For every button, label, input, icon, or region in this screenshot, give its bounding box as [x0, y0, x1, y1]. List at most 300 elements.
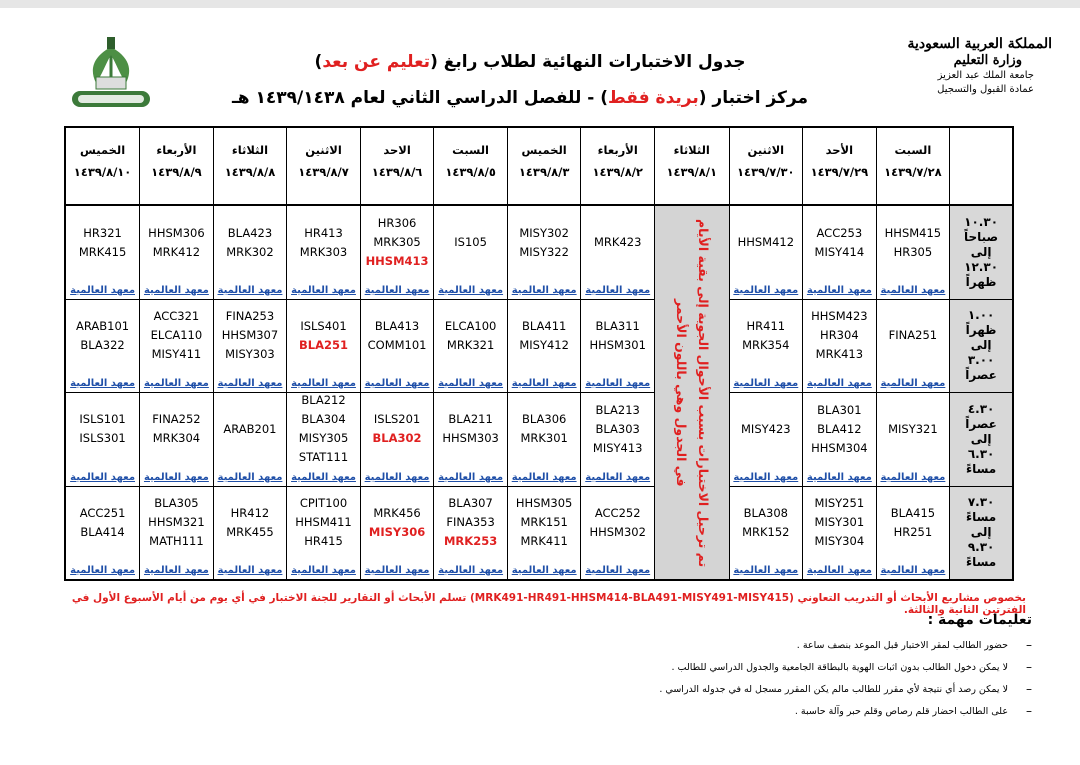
- course-code: HHSM411: [295, 515, 352, 530]
- course-code: BLA307: [448, 496, 493, 511]
- period-cell: [950, 299, 1013, 392]
- exam-cell: [434, 205, 508, 299]
- institute-link[interactable]: معهد العالمية: [70, 565, 136, 576]
- course-code: MRK415: [78, 244, 127, 259]
- header-row: [65, 127, 1013, 205]
- institute-link[interactable]: معهد العالمية: [880, 471, 946, 483]
- period-row: [65, 393, 1013, 486]
- exam-cell: [876, 393, 950, 486]
- exam-cell: [876, 486, 950, 580]
- exam-cell: [287, 486, 361, 580]
- course-code: ISLS101: [79, 412, 126, 427]
- course-code: ELCA110: [150, 328, 203, 343]
- exam-schedule-table: [64, 126, 1014, 581]
- course-code: HHSM302: [589, 524, 646, 539]
- course-list: [214, 206, 287, 278]
- course-list: [581, 300, 654, 372]
- course-code: ISLS401: [300, 318, 347, 333]
- course-code: HR413: [304, 225, 343, 240]
- period-row: [65, 205, 1013, 299]
- course-code: HHSM413: [365, 254, 429, 269]
- course-list: [581, 206, 654, 278]
- day-date: ١٤٣٩/٨/١٠: [73, 165, 132, 180]
- course-code: BLA302: [372, 431, 422, 446]
- title-highlight: تعليم عن بعد: [322, 52, 431, 72]
- course-list: [140, 300, 213, 372]
- course-code: IS105: [454, 235, 487, 250]
- institute-link[interactable]: معهد العالمية: [585, 565, 651, 576]
- day-name: الخميس: [521, 143, 567, 158]
- course-code: MRK303: [299, 244, 348, 259]
- institute-link[interactable]: معهد العالمية: [291, 284, 356, 296]
- course-code: HHSM415: [884, 225, 942, 240]
- postponed-note: تم ترحيل الاختبارات بسبب الأحوال الجوية إلى بقية الأيام في الجدول وهي باللون الأحمر: [673, 218, 711, 567]
- institute-link[interactable]: معهد العالمية: [585, 378, 651, 390]
- course-code: MRK455: [226, 524, 274, 539]
- course-code: MRK152: [742, 524, 790, 539]
- institute-link[interactable]: معهد العالمية: [364, 565, 430, 576]
- institute-link[interactable]: معهد العالمية: [880, 565, 946, 576]
- institute-link[interactable]: معهد العالمية: [511, 471, 577, 483]
- period-line: ٤.٣٠: [967, 401, 995, 416]
- course-code: MISY251: [814, 496, 865, 511]
- course-list: [214, 487, 287, 559]
- course-code: ISLS301: [79, 431, 126, 446]
- course-code: MRK305: [373, 235, 421, 250]
- exam-cell: [287, 205, 361, 299]
- day-date: ١٤٣٩/٨/٨: [224, 165, 276, 180]
- day-name: الاحد: [383, 143, 411, 158]
- course-code: HR411: [746, 318, 786, 333]
- institute-link[interactable]: معهد العالمية: [438, 378, 504, 390]
- course-list: [434, 206, 507, 278]
- course-list: [287, 206, 360, 278]
- instruction-item: – لا يمكن دخول الطالب بدون اثبات الهوية بالبطاقة الجامعية والجدول الدراسي للطالب .: [659, 662, 1008, 684]
- course-code: HHSM412: [737, 235, 795, 250]
- course-code: FINA252: [152, 412, 201, 427]
- course-code: BLA412: [817, 421, 862, 436]
- institute-link[interactable]: معهد العالمية: [70, 471, 136, 483]
- exam-cell: [729, 205, 803, 299]
- instructions-list: [659, 640, 1008, 728]
- institute-link[interactable]: معهد العالمية: [217, 471, 283, 483]
- course-code: MRK456: [373, 505, 421, 520]
- period-cell: [950, 393, 1013, 486]
- period-row: [65, 299, 1013, 392]
- period-line: عصراً: [965, 416, 997, 431]
- course-code: HR304: [820, 328, 859, 343]
- period-line: ٩.٣٠: [967, 540, 995, 555]
- period-line: صباحاً: [964, 230, 999, 245]
- course-code: BLA411: [521, 318, 567, 333]
- exam-cell: [213, 393, 287, 486]
- course-code: ELCA100: [444, 318, 497, 333]
- course-list: [803, 393, 876, 465]
- course-code: MRK354: [742, 337, 790, 352]
- exam-cell: [581, 486, 655, 580]
- exam-cell: [803, 393, 877, 486]
- course-code: ACC253: [816, 225, 863, 240]
- day-date: ١٤٣٩/٨/١: [666, 165, 717, 180]
- course-list: [361, 487, 434, 559]
- exam-cell: [876, 299, 950, 392]
- course-list: [803, 487, 876, 559]
- day-header: [434, 127, 508, 205]
- day-date: ١٤٣٩/٧/٢٨: [884, 165, 942, 180]
- institute-link[interactable]: معهد العالمية: [511, 378, 577, 390]
- course-code: HR306: [377, 216, 417, 231]
- institute-link[interactable]: معهد العالمية: [143, 284, 209, 296]
- course-list: [877, 206, 950, 278]
- exam-cell: [434, 486, 508, 580]
- course-code: HR305: [893, 244, 933, 259]
- course-code: BLA251: [299, 337, 348, 352]
- day-header: [876, 127, 950, 205]
- course-code: BLA311: [595, 318, 640, 333]
- exam-cell: [65, 393, 140, 486]
- course-code: MISY411: [151, 347, 202, 362]
- institute-link[interactable]: معهد العالمية: [143, 471, 209, 483]
- institute-link[interactable]: معهد العالمية: [70, 378, 136, 390]
- instruction-item: – على الطالب احضار قلم رصاص وقلم حبر وآلة حاسبة .: [659, 706, 1008, 728]
- course-code: HHSM423: [811, 309, 868, 324]
- period-line: ١٢.٣٠: [964, 260, 999, 275]
- subtitle-highlight: بريدة فقط: [608, 88, 699, 108]
- institute-link[interactable]: معهد العالمية: [291, 378, 356, 390]
- institute-link[interactable]: معهد العالمية: [217, 284, 283, 296]
- course-list: [508, 206, 581, 278]
- kingdom-name: المملكة العربية السعودية: [907, 36, 1052, 52]
- day-header: [287, 127, 361, 205]
- day-name: السبت: [894, 143, 932, 158]
- course-code: ARAB101: [76, 318, 130, 333]
- exam-cell: [65, 299, 140, 392]
- day-header: [729, 127, 803, 205]
- university-logo: [66, 33, 156, 113]
- exam-cell: [360, 299, 434, 392]
- institute-link[interactable]: معهد العالمية: [733, 471, 799, 483]
- exam-cell: [507, 299, 581, 392]
- institute-link[interactable]: معهد العالمية: [217, 378, 283, 390]
- top-band: [0, 0, 1080, 8]
- course-code: ACC321: [153, 309, 200, 324]
- course-code: MISY322: [519, 244, 569, 259]
- title-prefix: جدول الاختبارات النهائية لطلاب رابغ (: [430, 52, 746, 72]
- course-list: [730, 206, 803, 278]
- institute-link[interactable]: معهد العالمية: [733, 565, 799, 576]
- exam-cell: [581, 205, 655, 299]
- period-line: إلى: [970, 525, 992, 540]
- exam-cell: [803, 299, 877, 392]
- course-list: [877, 393, 950, 465]
- course-code: BLA306: [521, 412, 567, 427]
- exam-cell: [140, 486, 214, 580]
- exam-cell: [729, 486, 803, 580]
- day-name: الأحد: [825, 143, 854, 158]
- course-code: HR412: [230, 505, 270, 520]
- page-subtitle: [220, 88, 820, 108]
- course-code: HHSM321: [148, 515, 205, 530]
- course-code: CPIT100: [299, 496, 348, 511]
- exam-cell: [213, 486, 287, 580]
- exam-cell: [507, 205, 581, 299]
- instruction-item: – لا يمكن رصد أي نتيجة لأي مقرر للطالب مالم يكن المقرر مسجل له في جدوله الدراسي .: [659, 684, 1008, 706]
- instruction-item: – حضور الطالب لمقر الاختبار قبل الموعد بنصف ساعة .: [659, 640, 1008, 662]
- day-name: الاثنين: [305, 143, 342, 158]
- institute-link[interactable]: معهد العالمية: [438, 565, 504, 576]
- institution-header: [882, 36, 1052, 97]
- course-code: MISY301: [814, 515, 865, 530]
- course-code: ISLS201: [373, 412, 421, 427]
- course-list: [508, 300, 581, 372]
- course-code: MRK304: [152, 431, 201, 446]
- exam-cell: [65, 205, 140, 299]
- course-list: [803, 206, 876, 278]
- day-header: [581, 127, 655, 205]
- course-list: [287, 393, 360, 465]
- exam-cell: [287, 299, 361, 392]
- institute-link[interactable]: معهد العالمية: [143, 378, 209, 390]
- period-line: ظهراً: [965, 275, 997, 290]
- course-code: HR321: [83, 225, 122, 240]
- course-list: [66, 300, 139, 372]
- period-line: ٧.٣٠: [967, 495, 995, 510]
- course-list: [581, 393, 654, 465]
- day-date: ١٤٣٩/٨/٩: [151, 165, 202, 180]
- course-code: BLA211: [448, 412, 493, 427]
- exam-cell: [729, 299, 803, 392]
- course-code: MRK411: [520, 534, 568, 549]
- postponed-column: [654, 205, 729, 580]
- university-name: جامعة الملك عبد العزيز: [937, 70, 1034, 81]
- course-list: [361, 300, 434, 372]
- course-list: [66, 206, 139, 278]
- course-code: HHSM305: [515, 496, 573, 511]
- exam-cell: [140, 205, 214, 299]
- exam-cell: [65, 486, 140, 580]
- institute-link[interactable]: معهد العالمية: [585, 471, 651, 483]
- course-list: [361, 206, 434, 278]
- course-list: [140, 487, 213, 559]
- institute-link[interactable]: معهد العالمية: [364, 284, 430, 296]
- institute-link[interactable]: معهد العالمية: [438, 471, 504, 483]
- institute-link[interactable]: معهد العالمية: [217, 565, 283, 576]
- period-line: إلى: [970, 431, 992, 446]
- exam-cell: [507, 486, 581, 580]
- course-list: [730, 393, 803, 465]
- course-code: BLA304: [301, 412, 346, 427]
- day-name: الثلاثاء: [231, 143, 269, 158]
- institute-link[interactable]: معهد العالمية: [585, 284, 651, 296]
- course-code: BLA301: [817, 402, 862, 417]
- day-header: [507, 127, 581, 205]
- course-list: [66, 487, 139, 559]
- period-line: ٣.٠٠: [967, 353, 995, 368]
- course-code: MRK302: [226, 244, 274, 259]
- course-code: FINA353: [446, 515, 495, 530]
- title-suffix: ): [314, 52, 323, 72]
- course-list: [508, 487, 581, 559]
- course-list: [140, 393, 213, 465]
- institute-link[interactable]: معهد العالمية: [291, 565, 356, 576]
- period-line: مساءً: [965, 510, 997, 525]
- exam-cell: [360, 486, 434, 580]
- course-code: HR251: [893, 524, 933, 539]
- day-header: [140, 127, 214, 205]
- course-list: [66, 393, 139, 465]
- course-list: [287, 300, 360, 372]
- page-title: [300, 52, 760, 72]
- course-list: [434, 393, 507, 465]
- exam-cell: [140, 393, 214, 486]
- institute-link[interactable]: معهد العالمية: [364, 471, 430, 483]
- course-code: MISY423: [741, 421, 791, 436]
- institute-link[interactable]: معهد العالمية: [806, 378, 872, 390]
- course-code: BLA308: [743, 505, 788, 520]
- institute-link[interactable]: معهد العالمية: [511, 565, 577, 576]
- course-code: BLA303: [595, 421, 640, 436]
- exam-cell: [434, 393, 508, 486]
- institute-link[interactable]: معهد العالمية: [880, 284, 946, 296]
- day-date: ١٤٣٩/٨/٦: [371, 165, 423, 180]
- institute-link[interactable]: معهد العالمية: [70, 284, 136, 296]
- course-code: HHSM306: [148, 225, 205, 240]
- course-code: MISY321: [888, 421, 938, 436]
- institute-link[interactable]: معهد العالمية: [364, 378, 430, 390]
- course-list: [730, 487, 803, 559]
- course-code: BLA414: [80, 524, 125, 539]
- subtitle-prefix: مركز اختبار (: [698, 88, 809, 108]
- course-code: HHSM301: [589, 337, 646, 352]
- course-list: [803, 300, 876, 372]
- exam-cell: [360, 205, 434, 299]
- course-list: [214, 393, 287, 465]
- course-code: ACC252: [594, 505, 641, 520]
- projects-note: بخصوص مشاريع الأبحاث أو التدريب التعاوني (MRK491-HR491-HHSM414-BLA491-MISY491-MISY415) تسلم الأبحاث أو التقارير للجنة الاختبار في أي يوم من أيام الأسبوع الأول في الفترتين الثانية والثالثة.: [71, 592, 1026, 616]
- instructions-title: تعليمات مهمة :: [927, 612, 1032, 628]
- day-date: ١٤٣٩/٨/٥: [445, 165, 496, 180]
- course-code: BLA322: [80, 337, 125, 352]
- course-code: HHSM304: [811, 440, 868, 455]
- day-date: ١٤٣٩/٧/٢٩: [810, 165, 869, 180]
- course-code: MRK253: [443, 534, 498, 549]
- institute-link[interactable]: معهد العالمية: [291, 471, 356, 483]
- course-code: BLA413: [374, 318, 420, 333]
- exam-cell: [213, 299, 287, 392]
- day-date: ١٤٣٩/٨/٢: [592, 165, 643, 180]
- course-list: [730, 300, 803, 372]
- course-code: COMM101: [367, 337, 427, 352]
- course-code: MISY305: [298, 431, 349, 446]
- day-header: [360, 127, 434, 205]
- course-code: MRK423: [593, 235, 642, 250]
- period-line: ١.٠٠: [967, 308, 995, 323]
- deanship-name: عمادة القبول والتسجيل: [937, 84, 1034, 95]
- day-header: [654, 127, 729, 205]
- day-header: [803, 127, 877, 205]
- course-code: HHSM307: [221, 328, 279, 343]
- institute-link[interactable]: معهد العالمية: [438, 284, 504, 296]
- course-code: ACC251: [79, 505, 126, 520]
- institute-link[interactable]: معهد العالمية: [733, 284, 799, 296]
- course-list: [877, 300, 950, 372]
- course-code: BLA415: [890, 505, 936, 520]
- course-code: BLA305: [154, 496, 199, 511]
- institute-link[interactable]: معهد العالمية: [143, 565, 209, 576]
- institute-link[interactable]: معهد العالمية: [806, 471, 872, 483]
- course-list: [287, 487, 360, 559]
- course-code: MISY413: [592, 440, 643, 455]
- exam-cell: [803, 205, 877, 299]
- period-line: ظهراً: [965, 323, 997, 338]
- period-line: ١٠.٣٠: [964, 215, 999, 230]
- period-line: مساءً: [965, 555, 997, 570]
- course-code: MATH111: [149, 534, 204, 549]
- period-cell: [950, 486, 1013, 580]
- day-date: ١٤٣٩/٧/٣٠: [737, 165, 795, 180]
- course-code: MRK321: [446, 337, 495, 352]
- exam-cell: [581, 393, 655, 486]
- institute-link[interactable]: معهد العالمية: [806, 284, 872, 296]
- day-name: الاثنين: [747, 143, 785, 158]
- exam-cell: [213, 205, 287, 299]
- day-header: [213, 127, 287, 205]
- exam-cell: [507, 393, 581, 486]
- corner-cell: [950, 127, 1013, 205]
- institute-link[interactable]: معهد العالمية: [806, 565, 872, 576]
- exam-cell: [581, 299, 655, 392]
- course-list: [508, 393, 581, 465]
- period-line: إلى: [970, 245, 992, 260]
- day-name: الثلاثاء: [673, 143, 710, 158]
- course-list: [434, 487, 507, 559]
- course-code: MRK301: [520, 431, 568, 446]
- exam-cell: [140, 299, 214, 392]
- course-code: FINA253: [225, 309, 275, 324]
- day-header: [65, 127, 140, 205]
- course-code: MRK151: [520, 515, 568, 530]
- course-code: MRK412: [152, 244, 201, 259]
- period-row: [65, 486, 1013, 580]
- course-code: MISY303: [225, 347, 275, 362]
- exam-cell: [803, 486, 877, 580]
- day-name: الخميس: [79, 143, 126, 158]
- course-list: [214, 300, 287, 372]
- day-name: الأربعاء: [156, 143, 197, 158]
- period-line: إلى: [970, 338, 992, 353]
- course-code: HR415: [304, 534, 343, 549]
- day-date: ١٤٣٩/٨/٣: [518, 165, 570, 180]
- course-code: MISY306: [368, 524, 426, 539]
- course-code: BLA213: [595, 402, 640, 417]
- course-list: [877, 487, 950, 559]
- exam-cell: [434, 299, 508, 392]
- course-code: MISY412: [519, 337, 569, 352]
- subtitle-suffix: ) - للفصل الدراسي الثاني لعام ١٤٣٩/١٤٣٨ هـ: [231, 88, 609, 108]
- institute-link[interactable]: معهد العالمية: [880, 378, 946, 390]
- exam-cell: [876, 205, 950, 299]
- course-list: [140, 206, 213, 278]
- institute-link[interactable]: معهد العالمية: [511, 284, 577, 296]
- course-code: BLA423: [227, 225, 273, 240]
- ministry-name: وزارة التعليم: [953, 53, 1022, 68]
- period-line: عصراً: [965, 368, 997, 383]
- course-code: HHSM303: [442, 431, 499, 446]
- exam-cell: [729, 393, 803, 486]
- institute-link[interactable]: معهد العالمية: [733, 378, 799, 390]
- exam-cell: [287, 393, 361, 486]
- period-cell: [950, 205, 1013, 299]
